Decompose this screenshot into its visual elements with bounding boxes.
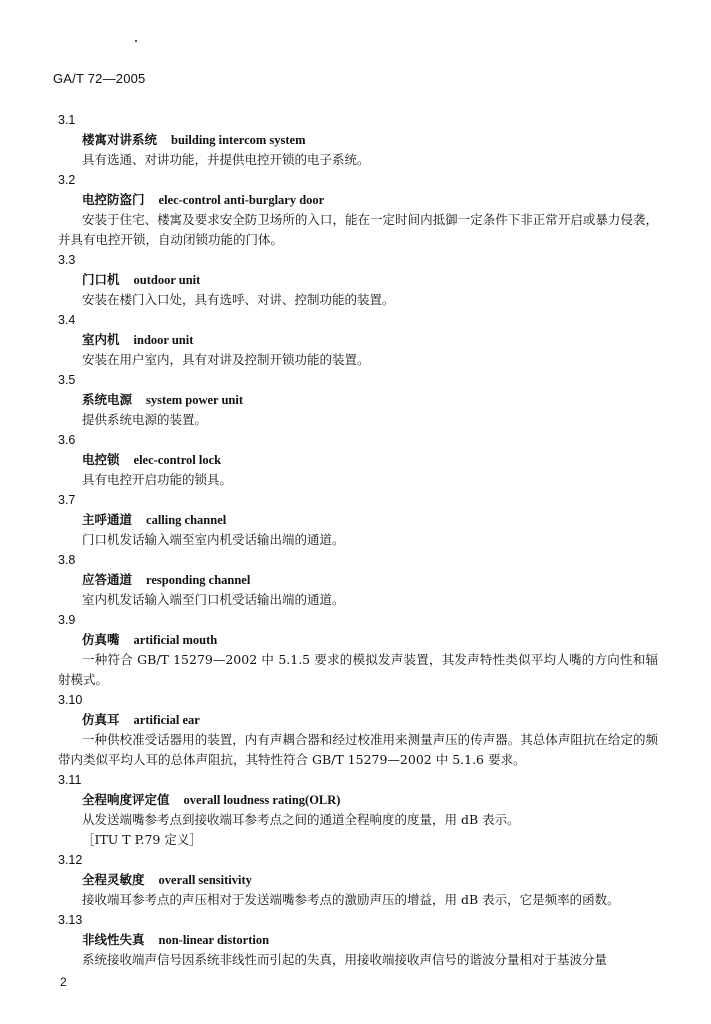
clause-number: 3.4	[58, 313, 76, 327]
term-chinese: 系统电源	[82, 392, 133, 407]
term-chinese: 楼寓对讲系统	[82, 132, 158, 147]
term-heading	[58, 630, 658, 650]
page-number: 2	[60, 975, 67, 989]
term-chinese: 全程灵敏度	[82, 872, 145, 887]
term-english: artificial mouth	[133, 633, 218, 647]
term-english: artificial ear	[133, 713, 200, 727]
term-entry	[58, 370, 658, 430]
term-english: overall sensitivity	[158, 873, 252, 887]
clause-number: 3.10	[58, 693, 83, 707]
term-entry	[58, 550, 658, 610]
term-english: building intercom system	[171, 133, 306, 147]
term-heading	[58, 510, 658, 530]
term-chinese: 门口机	[82, 272, 120, 287]
terms-list	[58, 110, 658, 970]
term-definition: 门口机发话输入端至室内机受话输出端的通道。	[82, 532, 345, 547]
term-chinese: 主呼通道	[82, 512, 133, 527]
term-heading	[58, 450, 658, 470]
term-entry	[58, 310, 658, 370]
document-id-header: GA/T 72—2005	[53, 71, 146, 86]
clause-number: 3.6	[58, 433, 76, 447]
term-english: responding channel	[146, 573, 251, 587]
term-definition: 安装于住宅、楼寓及要求安全防卫场所的入口，能在一定时间内抵御一定条件下非正常开启或暴力侵袭，并具有电控开锁，自动闭锁功能的门体。	[58, 212, 658, 247]
term-heading	[58, 130, 658, 150]
term-definition: 具有电控开启功能的锁具。	[82, 472, 233, 487]
term-definition: 接收端耳参考点的声压相对于发送端嘴参考点的激励声压的增益，用 dB 表示，它是频率的函数。	[82, 892, 620, 907]
term-definition: ［ITU T P.79 定义］	[82, 832, 202, 847]
term-heading	[58, 330, 658, 350]
term-english: outdoor unit	[133, 273, 201, 287]
clause-number: 3.11	[58, 773, 82, 787]
term-english: system power unit	[146, 393, 244, 407]
term-heading	[58, 710, 658, 730]
term-english: calling channel	[146, 513, 227, 527]
term-entry	[58, 170, 658, 250]
term-entry	[58, 690, 658, 770]
clause-number: 3.12	[58, 853, 83, 867]
term-chinese: 电控锁	[82, 452, 120, 467]
term-heading	[58, 930, 658, 950]
clause-number: 3.8	[58, 553, 76, 567]
term-heading	[58, 790, 658, 810]
term-definition: 一种供校准受话器用的装置，内有声耦合器和经过校准用来测量声压的传声器。其总体声阻抗在给定的频带内类似平均人耳的总体声阻抗，其特性符合 GB/T 15279—2002 中 5.1.6 要求。	[58, 732, 658, 767]
term-entry	[58, 430, 658, 490]
term-definition: 系统接收端声信号因系统非线性而引起的失真，用接收端接收声信号的谐波分量相对于基波分量	[82, 952, 608, 967]
term-definition: 从发送端嘴参考点到接收端耳参考点之间的通道全程响度的度量，用 dB 表示。	[82, 812, 520, 827]
term-heading	[58, 870, 658, 890]
term-entry	[58, 250, 658, 310]
clause-number: 3.13	[58, 913, 83, 927]
term-chinese: 电控防盗门	[82, 192, 145, 207]
scan-mark	[135, 40, 137, 42]
term-definition: 一种符合 GB/T 15279—2002 中 5.1.5 要求的模拟发声装置，其发声特性类似平均人嘴的方向性和辐射模式。	[58, 652, 658, 687]
term-chinese: 全程响度评定值	[82, 792, 170, 807]
term-entry	[58, 910, 658, 970]
term-definition: 安装在用户室内，具有对讲及控制开锁功能的装置。	[82, 352, 370, 367]
term-heading	[58, 190, 658, 210]
term-definition: 安装在楼门入口处，具有选呼、对讲、控制功能的装置。	[82, 292, 395, 307]
clause-number: 3.7	[58, 493, 76, 507]
term-chinese: 非线性失真	[82, 932, 145, 947]
clause-number: 3.9	[58, 613, 76, 627]
clause-number: 3.3	[58, 253, 76, 267]
term-definition: 具有选通、对讲功能，并提供电控开锁的电子系统。	[82, 152, 370, 167]
term-definition: 提供系统电源的装置。	[82, 412, 208, 427]
term-english: overall loudness rating(OLR)	[183, 793, 341, 807]
term-chinese: 仿真耳	[82, 712, 120, 727]
clause-number: 3.5	[58, 373, 76, 387]
term-chinese: 室内机	[82, 332, 120, 347]
term-english: non-linear distortion	[158, 933, 270, 947]
term-entry	[58, 110, 658, 170]
clause-number: 3.1	[58, 113, 76, 127]
term-heading	[58, 570, 658, 590]
term-definition: 室内机发话输入端至门口机受话输出端的通道。	[82, 592, 345, 607]
term-heading	[58, 390, 658, 410]
term-chinese: 应答通道	[82, 572, 133, 587]
term-heading	[58, 270, 658, 290]
term-entry	[58, 850, 658, 910]
term-english: elec-control lock	[133, 453, 222, 467]
term-entry	[58, 770, 658, 850]
term-entry	[58, 490, 658, 550]
term-english: indoor unit	[133, 333, 194, 347]
term-entry	[58, 610, 658, 690]
clause-number: 3.2	[58, 173, 76, 187]
term-chinese: 仿真嘴	[82, 632, 120, 647]
term-english: elec-control anti-burglary door	[158, 193, 325, 207]
